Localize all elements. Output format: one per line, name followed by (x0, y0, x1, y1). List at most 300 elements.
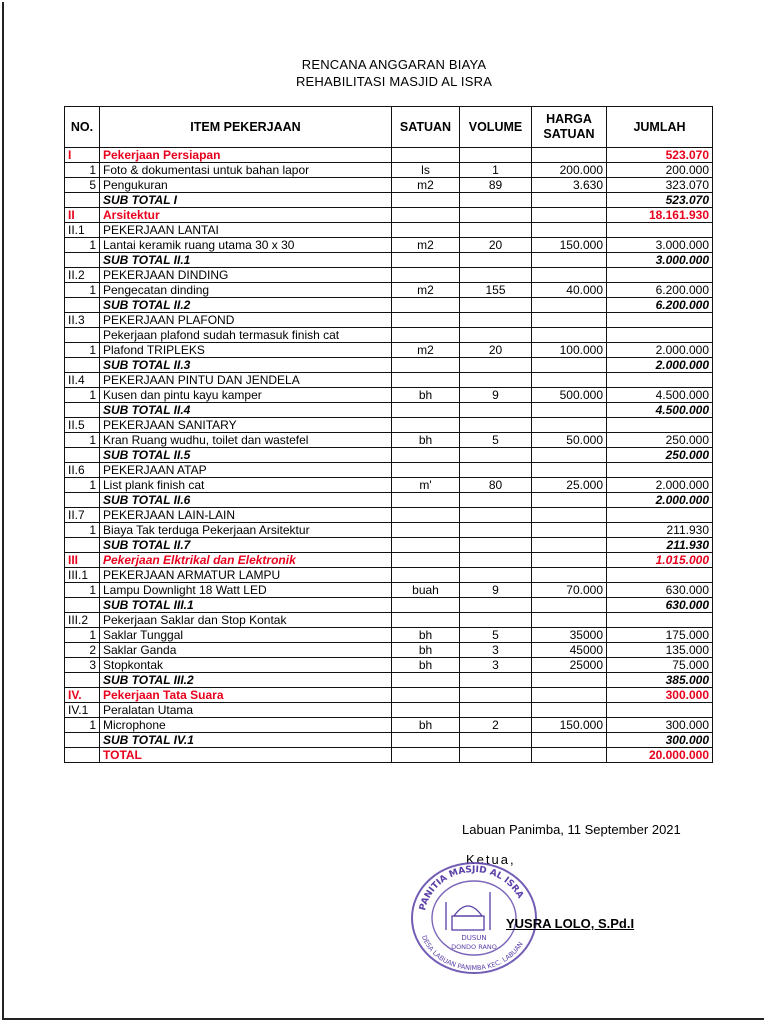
table-row (65, 418, 713, 433)
cell-item: Pekerjaan Elktrikal dan Elektronik (100, 553, 392, 568)
cell-item: PEKERJAAN LANTAI (100, 223, 392, 238)
cell-no: 1 (65, 343, 100, 358)
cell-jumlah: 523.070 (607, 193, 713, 208)
cell-jumlah (607, 418, 713, 433)
cell-satuan (392, 253, 460, 268)
cell-satuan (392, 733, 460, 748)
cell-satuan (392, 598, 460, 613)
cell-harga: 100.000 (532, 343, 607, 358)
cell-harga (532, 568, 607, 583)
cell-harga (532, 418, 607, 433)
cell-volume (460, 193, 532, 208)
cell-harga (532, 613, 607, 628)
stamp-inner-line2: DONDO RANO (451, 943, 497, 951)
cell-no (65, 253, 100, 268)
cell-item: Kusen dan pintu kayu kamper (100, 388, 392, 403)
cell-volume (460, 523, 532, 538)
table-row (65, 403, 713, 418)
table-row (65, 538, 713, 553)
header-satuan: SATUAN (392, 107, 460, 148)
table-row (65, 268, 713, 283)
cell-harga: 500.000 (532, 388, 607, 403)
table-row (65, 328, 713, 343)
cell-harga: 25000 (532, 658, 607, 673)
cell-volume (460, 493, 532, 508)
cell-jumlah (607, 373, 713, 388)
cell-no: 1 (65, 163, 100, 178)
cell-no: II.3 (65, 313, 100, 328)
cell-jumlah: 300.000 (607, 688, 713, 703)
cell-jumlah: 75.000 (607, 658, 713, 673)
cell-item: Lantai keramik ruang utama 30 x 30 (100, 238, 392, 253)
table-row (65, 223, 713, 238)
cell-item: PEKERJAAN PINTU DAN JENDELA (100, 373, 392, 388)
cell-no: III.1 (65, 568, 100, 583)
cell-volume (460, 463, 532, 478)
cell-item: Saklar Tunggal (100, 628, 392, 643)
cell-jumlah: 6.200.000 (607, 298, 713, 313)
cell-satuan: bh (392, 388, 460, 403)
cell-item: PEKERJAAN ARMATUR LAMPU (100, 568, 392, 583)
cell-volume: 3 (460, 643, 532, 658)
total-satuan (392, 748, 460, 763)
cell-jumlah: 300.000 (607, 733, 713, 748)
cell-no (65, 538, 100, 553)
cell-no: II.7 (65, 508, 100, 523)
cell-satuan: m2 (392, 343, 460, 358)
cell-harga (532, 523, 607, 538)
total-value: 20.000.000 (607, 748, 713, 763)
cell-jumlah: 323.070 (607, 178, 713, 193)
cell-volume (460, 688, 532, 703)
cell-harga (532, 448, 607, 463)
cell-item: Peralatan Utama (100, 703, 392, 718)
cell-jumlah: 250.000 (607, 448, 713, 463)
cell-jumlah: 300.000 (607, 718, 713, 733)
cell-harga (532, 673, 607, 688)
cell-satuan (392, 553, 460, 568)
cell-harga (532, 268, 607, 283)
cell-harga (532, 193, 607, 208)
cell-harga: 45000 (532, 643, 607, 658)
cell-no: III.2 (65, 613, 100, 628)
cell-volume (460, 223, 532, 238)
cell-volume (460, 373, 532, 388)
cell-satuan (392, 193, 460, 208)
cell-jumlah: 175.000 (607, 628, 713, 643)
cell-item: List plank finish cat (100, 478, 392, 493)
cell-harga (532, 148, 607, 163)
cell-harga (532, 463, 607, 478)
cell-harga: 40.000 (532, 283, 607, 298)
table-row (65, 283, 713, 298)
cell-item: SUB TOTAL II.7 (100, 538, 392, 553)
cell-satuan (392, 403, 460, 418)
cell-item: SUB TOTAL II.3 (100, 358, 392, 373)
cell-item: Plafond TRIPLEKS (100, 343, 392, 358)
cell-no (65, 358, 100, 373)
cell-no: I (65, 148, 100, 163)
cell-harga (532, 223, 607, 238)
cell-harga (532, 508, 607, 523)
header-no: NO. (65, 107, 100, 148)
cell-item: Pekerjaan plafond sudah termasuk finish cat (100, 328, 392, 343)
cell-jumlah (607, 313, 713, 328)
cell-jumlah: 2.000.000 (607, 343, 713, 358)
cell-volume: 80 (460, 478, 532, 493)
cell-jumlah (607, 613, 713, 628)
cell-no (65, 448, 100, 463)
cell-harga (532, 538, 607, 553)
cell-jumlah: 4.500.000 (607, 388, 713, 403)
table-row (65, 343, 713, 358)
cell-satuan (392, 538, 460, 553)
table-row (65, 673, 713, 688)
cell-jumlah (607, 328, 713, 343)
cell-jumlah: 630.000 (607, 583, 713, 598)
cell-no: 1 (65, 583, 100, 598)
cell-jumlah: 1.015.000 (607, 553, 713, 568)
cell-jumlah: 250.000 (607, 433, 713, 448)
cell-jumlah: 385.000 (607, 673, 713, 688)
table-row (65, 703, 713, 718)
cell-volume: 1 (460, 163, 532, 178)
cell-satuan (392, 688, 460, 703)
cell-item: SUB TOTAL II.6 (100, 493, 392, 508)
signature-name: YUSRA LOLO, S.Pd.I (506, 916, 635, 931)
cell-item: SUB TOTAL II.5 (100, 448, 392, 463)
cell-harga: 150.000 (532, 718, 607, 733)
cell-no (65, 403, 100, 418)
table-row (65, 358, 713, 373)
cell-jumlah: 211.930 (607, 538, 713, 553)
table-row (65, 238, 713, 253)
stamp-inner-line1: DUSUN (461, 934, 487, 942)
cell-jumlah: 2.000.000 (607, 493, 713, 508)
cell-satuan (392, 358, 460, 373)
cell-jumlah (607, 223, 713, 238)
title-line-1: RENCANA ANGGARAN BIAYA (301, 57, 487, 72)
table-row (65, 553, 713, 568)
table-header-row (65, 107, 713, 148)
cell-no: II (65, 208, 100, 223)
cell-satuan: bh (392, 718, 460, 733)
cell-satuan: m2 (392, 283, 460, 298)
cell-item: Biaya Tak terduga Pekerjaan Arsitektur (100, 523, 392, 538)
table-row (65, 583, 713, 598)
table-row (65, 718, 713, 733)
header-harga-satuan: HARGA SATUAN (532, 107, 607, 148)
cell-jumlah (607, 703, 713, 718)
cell-satuan (392, 508, 460, 523)
cell-no: 1 (65, 238, 100, 253)
cell-item: Microphone (100, 718, 392, 733)
cell-satuan (392, 148, 460, 163)
cell-no: 3 (65, 658, 100, 673)
table-row (65, 628, 713, 643)
cell-volume (460, 448, 532, 463)
table-row (65, 178, 713, 193)
table-row (65, 298, 713, 313)
cell-no: III (65, 553, 100, 568)
cell-harga (532, 553, 607, 568)
cell-jumlah: 3.000.000 (607, 253, 713, 268)
cell-item: Arsitektur (100, 208, 392, 223)
cell-satuan (392, 703, 460, 718)
cell-volume: 9 (460, 388, 532, 403)
table-row (65, 508, 713, 523)
cell-volume (460, 553, 532, 568)
table-row (65, 388, 713, 403)
cell-jumlah: 630.000 (607, 598, 713, 613)
table-row (65, 148, 713, 163)
cell-satuan (392, 328, 460, 343)
cell-jumlah: 135.000 (607, 643, 713, 658)
cell-no: 1 (65, 433, 100, 448)
cell-no: II.5 (65, 418, 100, 433)
cell-item: SUB TOTAL I (100, 193, 392, 208)
total-row (65, 748, 713, 763)
cell-satuan (392, 298, 460, 313)
cell-harga (532, 703, 607, 718)
table-row (65, 253, 713, 268)
cell-satuan (392, 448, 460, 463)
cell-jumlah (607, 508, 713, 523)
cell-volume: 20 (460, 343, 532, 358)
cell-harga: 3.630 (532, 178, 607, 193)
cell-item: Saklar Ganda (100, 643, 392, 658)
cell-item: Pekerjaan Tata Suara (100, 688, 392, 703)
cell-no: II.1 (65, 223, 100, 238)
table-row (65, 598, 713, 613)
cell-volume (460, 538, 532, 553)
cell-jumlah (607, 463, 713, 478)
cell-jumlah: 2.000.000 (607, 478, 713, 493)
cell-harga (532, 208, 607, 223)
cell-volume (460, 403, 532, 418)
cell-jumlah: 200.000 (607, 163, 713, 178)
cell-volume (460, 208, 532, 223)
cell-volume (460, 313, 532, 328)
cell-satuan: bh (392, 628, 460, 643)
cell-item: PEKERJAAN SANITARY (100, 418, 392, 433)
cell-satuan (392, 673, 460, 688)
cell-volume (460, 673, 532, 688)
cell-item: Pekerjaan Saklar dan Stop Kontak (100, 613, 392, 628)
cell-volume (460, 733, 532, 748)
cell-harga (532, 298, 607, 313)
title-line-2: REHABILITASI MASJID AL ISRA (295, 74, 493, 89)
cell-satuan (392, 223, 460, 238)
cell-satuan (392, 523, 460, 538)
cell-satuan (392, 313, 460, 328)
header-volume: VOLUME (460, 107, 532, 148)
table-row (65, 643, 713, 658)
header-item: ITEM PEKERJAAN (100, 107, 392, 148)
cell-volume: 3 (460, 658, 532, 673)
cell-jumlah: 3.000.000 (607, 238, 713, 253)
table-row (65, 163, 713, 178)
cell-item: Pekerjaan Persiapan (100, 148, 392, 163)
cell-satuan: bh (392, 643, 460, 658)
mosque-icon (446, 892, 490, 930)
cell-jumlah: 18.161.930 (607, 208, 713, 223)
cell-jumlah (607, 268, 713, 283)
cell-harga (532, 403, 607, 418)
cell-jumlah: 523.070 (607, 148, 713, 163)
cell-item: Lampu Downlight 18 Watt LED (100, 583, 392, 598)
cell-satuan (392, 268, 460, 283)
table-row (65, 208, 713, 223)
cell-satuan: m2 (392, 238, 460, 253)
signature-place-date: Labuan Panimba, 11 September 2021 (462, 822, 681, 837)
cell-item: PEKERJAAN LAIN-LAIN (100, 508, 392, 523)
cell-no: 1 (65, 388, 100, 403)
cell-satuan (392, 463, 460, 478)
cell-jumlah: 211.930 (607, 523, 713, 538)
cell-harga: 35000 (532, 628, 607, 643)
cell-harga: 70.000 (532, 583, 607, 598)
cell-satuan: ls (392, 163, 460, 178)
cell-volume (460, 598, 532, 613)
cell-volume (460, 358, 532, 373)
cell-harga (532, 688, 607, 703)
cell-jumlah: 4.500.000 (607, 403, 713, 418)
table-row (65, 478, 713, 493)
table-row (65, 613, 713, 628)
cell-item: Pengecatan dinding (100, 283, 392, 298)
table-row (65, 658, 713, 673)
total-no (65, 748, 100, 763)
cell-item: Pengukuran (100, 178, 392, 193)
cell-no (65, 328, 100, 343)
cell-harga (532, 598, 607, 613)
cell-jumlah: 6.200.000 (607, 283, 713, 298)
cell-satuan (392, 493, 460, 508)
budget-table (64, 106, 713, 763)
cell-no: 5 (65, 178, 100, 193)
cell-item: PEKERJAAN DINDING (100, 268, 392, 283)
cell-jumlah (607, 568, 713, 583)
cell-harga (532, 373, 607, 388)
cell-item: PEKERJAAN PLAFOND (100, 313, 392, 328)
cell-no (65, 673, 100, 688)
cell-no (65, 493, 100, 508)
cell-satuan (392, 373, 460, 388)
cell-volume: 9 (460, 583, 532, 598)
signature-role: Ketua, (466, 852, 516, 867)
total-volume (460, 748, 532, 763)
cell-no: II.2 (65, 268, 100, 283)
cell-item: SUB TOTAL III.2 (100, 673, 392, 688)
cell-no: II.4 (65, 373, 100, 388)
cell-item: Stopkontak (100, 658, 392, 673)
document-title (0, 56, 768, 90)
cell-no: 1 (65, 523, 100, 538)
cell-no (65, 298, 100, 313)
cell-no (65, 598, 100, 613)
cell-satuan: bh (392, 433, 460, 448)
cell-harga (532, 733, 607, 748)
cell-volume (460, 508, 532, 523)
table-row (65, 373, 713, 388)
table-row (65, 493, 713, 508)
cell-no: 1 (65, 283, 100, 298)
cell-volume: 155 (460, 283, 532, 298)
cell-harga (532, 313, 607, 328)
table-row (65, 733, 713, 748)
cell-volume (460, 703, 532, 718)
table-row (65, 193, 713, 208)
cell-satuan (392, 418, 460, 433)
cell-volume: 5 (460, 628, 532, 643)
cell-no: 1 (65, 718, 100, 733)
table-row (65, 313, 713, 328)
cell-harga: 25.000 (532, 478, 607, 493)
cell-no: 2 (65, 643, 100, 658)
table-row (65, 463, 713, 478)
cell-volume: 5 (460, 433, 532, 448)
cell-volume (460, 268, 532, 283)
cell-satuan: m2 (392, 178, 460, 193)
cell-harga (532, 253, 607, 268)
cell-item: SUB TOTAL II.2 (100, 298, 392, 313)
stamp-outer-top: PANITIA MASJID AL ISRA (418, 864, 526, 912)
cell-item: SUB TOTAL II.4 (100, 403, 392, 418)
table-row (65, 433, 713, 448)
table-body (65, 148, 713, 748)
cell-item: Kran Ruang wudhu, toilet dan wastefel (100, 433, 392, 448)
cell-harga: 50.000 (532, 433, 607, 448)
cell-no: II.6 (65, 463, 100, 478)
cell-no: 1 (65, 478, 100, 493)
cell-item: SUB TOTAL III.1 (100, 598, 392, 613)
cell-no (65, 193, 100, 208)
cell-satuan (392, 568, 460, 583)
cell-volume (460, 568, 532, 583)
table-row (65, 688, 713, 703)
cell-satuan (392, 208, 460, 223)
cell-volume: 20 (460, 238, 532, 253)
cell-volume: 2 (460, 718, 532, 733)
cell-harga (532, 358, 607, 373)
cell-harga (532, 328, 607, 343)
cell-item: SUB TOTAL IV.1 (100, 733, 392, 748)
cell-volume (460, 328, 532, 343)
cell-no: 1 (65, 628, 100, 643)
total-harga (532, 748, 607, 763)
cell-item: PEKERJAAN ATAP (100, 463, 392, 478)
table-row (65, 523, 713, 538)
cell-volume (460, 148, 532, 163)
cell-harga: 200.000 (532, 163, 607, 178)
cell-volume (460, 253, 532, 268)
cell-no (65, 733, 100, 748)
table-row (65, 568, 713, 583)
cell-harga (532, 493, 607, 508)
cell-satuan: bh (392, 658, 460, 673)
cell-satuan: buah (392, 583, 460, 598)
cell-jumlah: 2.000.000 (607, 358, 713, 373)
header-jumlah: JUMLAH (607, 107, 713, 148)
cell-harga: 150.000 (532, 238, 607, 253)
cell-no: IV. (65, 688, 100, 703)
cell-volume (460, 418, 532, 433)
cell-item: Foto & dokumentasi untuk bahan lapor (100, 163, 392, 178)
cell-volume (460, 298, 532, 313)
total-label: TOTAL (100, 748, 392, 763)
cell-item: SUB TOTAL II.1 (100, 253, 392, 268)
